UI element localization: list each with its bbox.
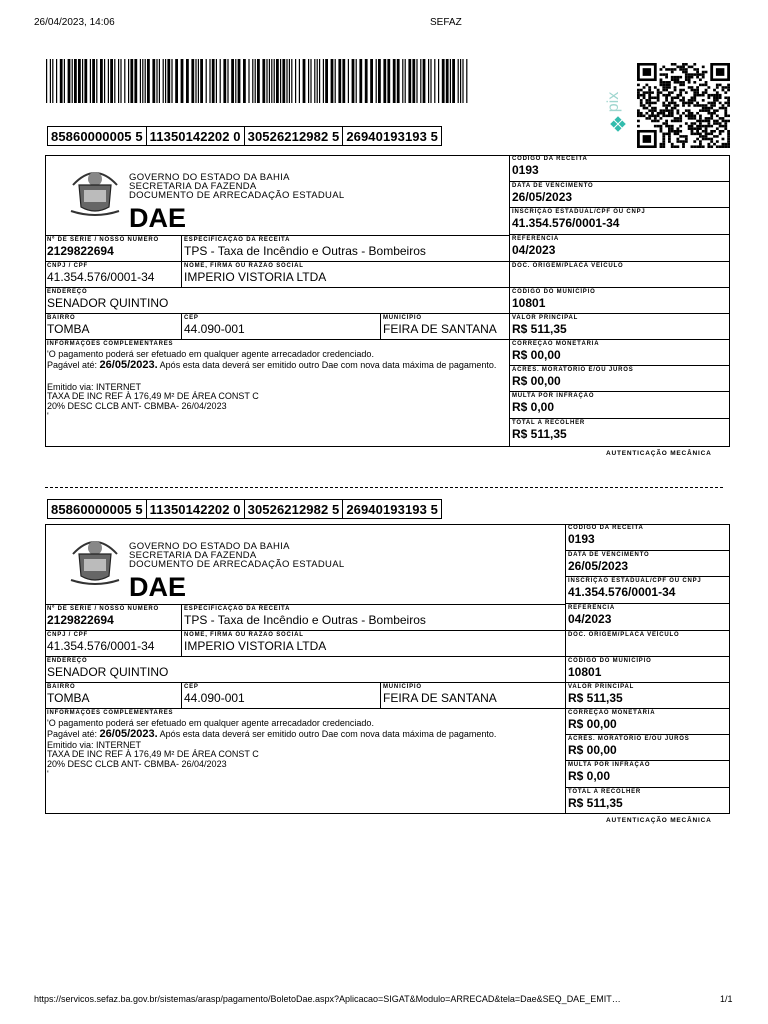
referencia-field: REFERÊNCIA 04/2023 [510,235,730,262]
issuer-header [45,155,510,235]
qr-code-image [637,63,730,148]
nome-field: NOME, FIRMA OU RAZÃO SOCIAL IMPERIO VISTORIA LTDA [182,262,510,288]
digitable-line-block: 30526212982 5 [244,499,343,519]
cut-line [45,487,723,488]
digitable-line-block: 26940193193 5 [342,126,442,146]
total-field: TOTAL A RECOLHER R$ 511,35 [566,788,730,814]
dae-slip [45,155,730,447]
multa-field: MULTA POR INFRAÇÃO R$ 0,00 [566,761,730,788]
issuer-line-3: DOCUMENTO DE ARRECADAÇÃO ESTADUAL [129,559,345,570]
cep-field: CEP 44.090-001 [182,683,381,709]
cod-municipio-field: CÓDIGO DO MUNICÍPIO 10801 [510,288,730,314]
bairro-field: BAIRRO TOMBA [45,314,182,340]
endereco-field: ENDEREÇO SENADOR QUINTINO [45,657,566,683]
informacoes-complementares: INFORMAÇÕES COMPLEMENTARES 'O pagamento poderá ser efetuado em qualquer agente arrecadador credenciado. Pagável até: 26/05/2023. Após esta data deverá ser emitido outro Dae com nova data máxima de pagamento. Emitido via: INTERNET TAXA DE INC REF À 176,49 M² DE ÁREA CONST C 20% DESC CLCB ANT- CBMBA- 26/04/2023 ' [45,340,510,447]
acrescimos-field: ACRÉS. MORATÓRIO E/OU JUROS R$ 00,00 [510,366,730,392]
total-field: TOTAL A RECOLHER R$ 511,35 [510,419,730,447]
referencia-field: REFERÊNCIA 04/2023 [566,604,730,631]
digitable-line-block: 26940193193 5 [342,499,442,519]
digitable-line-block: 85860000005 5 [47,499,146,519]
bahia-coat-of-arms-icon [67,530,123,586]
barcode-image [46,59,468,103]
digitable-line-block: 11350142202 0 [146,126,244,146]
print-datetime: 26/04/2023, 14:06 [34,17,115,28]
municipio-field: MUNICÍPIO FEIRA DE SANTANA [381,314,510,340]
inscricao-field: INSCRIÇÃO ESTADUAL/CPF OU CNPJ 41.354.576/0001-34 [566,577,730,604]
document-type-title: DAE [129,572,187,602]
valor-principal-field: VALOR PRINCIPAL R$ 511,35 [566,683,730,709]
dae-slip [45,524,730,814]
digitable-line [47,499,442,519]
doc-origem-field: DOC. ORIGEM/PLACA VEÍCULO [566,631,730,657]
vencimento-field: DATA DE VENCIMENTO 26/05/2023 [566,551,730,577]
autenticacao-mecanica-label: AUTENTICAÇÃO MECÂNICA [606,450,712,457]
serie-field: Nº DE SÉRIE / NOSSO NÚMERO 2129822694 [45,604,182,631]
issuer-line-2: SECRETARIA DA FAZENDA [129,550,257,561]
print-page-number: 1/1 [720,994,733,1004]
digitable-line-block: 11350142202 0 [146,499,244,519]
issuer-header [45,524,566,604]
issuer-line-2: SECRETARIA DA FAZENDA [129,181,257,192]
especificacao-field: ESPECIFICAÇÃO DA RECEITA TPS - Taxa de Incêndio e Outras - Bombeiros [182,604,566,631]
bahia-coat-of-arms-icon [67,161,123,217]
vencimento-field: DATA DE VENCIMENTO 26/05/2023 [510,182,730,208]
bairro-field: BAIRRO TOMBA [45,683,182,709]
codigo-receita-field: CÓDIGO DA RECEITA 0193 [510,155,730,182]
informacoes-complementares: INFORMAÇÕES COMPLEMENTARES 'O pagamento poderá ser efetuado em qualquer agente arrecadador credenciado. Pagável até: 26/05/2023. Após esta data deverá ser emitido outro Dae com nova data máxima de pagamento. Emitido via: INTERNET TAXA DE INC REF À 176,49 M² DE ÁREA CONST C 20% DESC CLCB ANT- CBMBA- 26/04/2023 ' [45,709,566,814]
acrescimos-field: ACRÉS. MORATÓRIO E/OU JUROS R$ 00,00 [566,735,730,761]
inscricao-field: INSCRIÇÃO ESTADUAL/CPF OU CNPJ 41.354.576/0001-34 [510,208,730,235]
digitable-line [47,126,442,146]
municipio-field: MUNICÍPIO FEIRA DE SANTANA [381,683,566,709]
multa-field: MULTA POR INFRAÇÃO R$ 0,00 [510,392,730,419]
valor-principal-field: VALOR PRINCIPAL R$ 511,35 [510,314,730,340]
cod-municipio-field: CÓDIGO DO MUNICÍPIO 10801 [566,657,730,683]
pix-logo [603,80,633,140]
svg-text:pix: pix [605,91,622,113]
correcao-field: CORREÇÃO MONETÁRIA R$ 00,00 [510,340,730,366]
codigo-receita-field: CÓDIGO DA RECEITA 0193 [566,524,730,551]
document-type-title: DAE [129,203,187,233]
cep-field: CEP 44.090-001 [182,314,381,340]
digitable-line-block: 30526212982 5 [244,126,343,146]
print-title: SEFAZ [430,17,462,28]
cnpj-field: CNPJ / CPF 41.354.576/0001-34 [45,631,182,657]
issuer-line-3: DOCUMENTO DE ARRECADAÇÃO ESTADUAL [129,190,345,201]
correcao-field: CORREÇÃO MONETÁRIA R$ 00,00 [566,709,730,735]
serie-field: Nº DE SÉRIE / NOSSO NÚMERO 2129822694 [45,235,182,262]
nome-field: NOME, FIRMA OU RAZÃO SOCIAL IMPERIO VISTORIA LTDA [182,631,566,657]
issuer-line-1: GOVERNO DO ESTADO DA BAHIA [129,541,290,552]
endereco-field: ENDEREÇO SENADOR QUINTINO [45,288,510,314]
print-url: https://servicos.sefaz.ba.gov.br/sistemas/arasp/pagamento/BoletoDae.aspx?Aplicacao=SIGAT&Modulo=ARRECAD&tela=Dae&SEQ_DAE_EMIT… [34,994,621,1004]
especificacao-field: ESPECIFICAÇÃO DA RECEITA TPS - Taxa de Incêndio e Outras - Bombeiros [182,235,510,262]
autenticacao-mecanica-label: AUTENTICAÇÃO MECÂNICA [606,817,712,824]
cnpj-field: CNPJ / CPF 41.354.576/0001-34 [45,262,182,288]
doc-origem-field: DOC. ORIGEM/PLACA VEÍCULO [510,262,730,288]
digitable-line-block: 85860000005 5 [47,126,146,146]
issuer-line-1: GOVERNO DO ESTADO DA BAHIA [129,172,290,183]
